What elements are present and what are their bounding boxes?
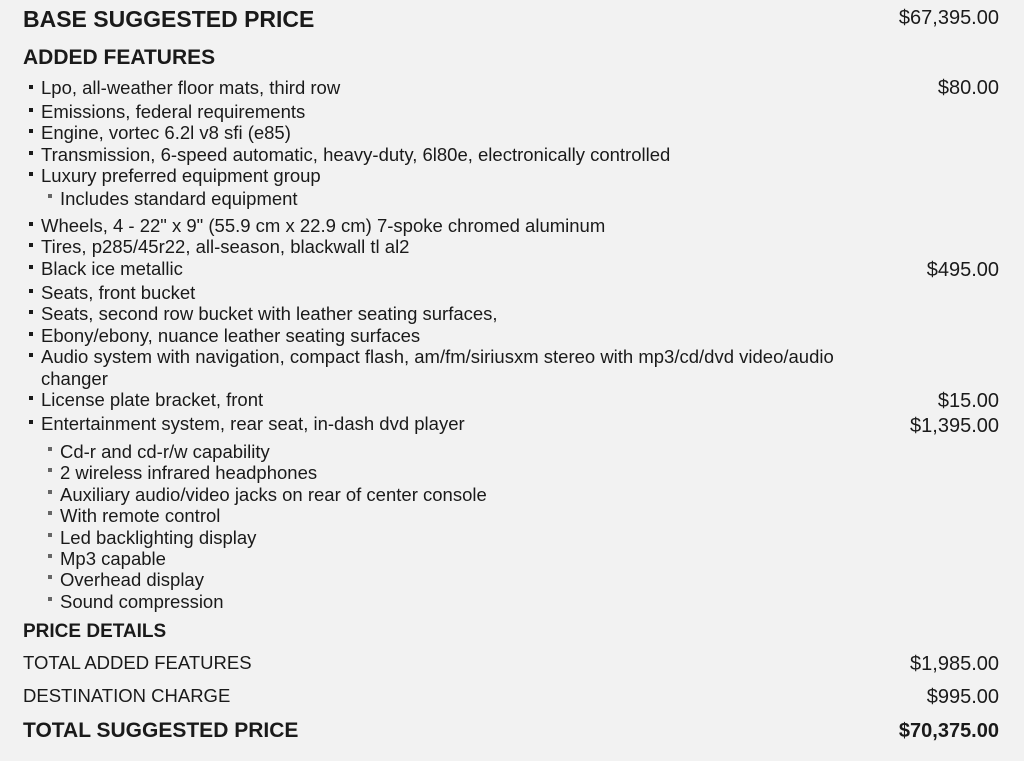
feature-sub-item: With remote control	[60, 505, 221, 526]
feature-item: Wheels, 4 - 22" x 9" (55.9 cm x 22.9 cm) 7-spoke chromed aluminum	[41, 215, 606, 236]
sub-bullet	[48, 468, 52, 472]
feature-item: Engine, vortec 6.2l v8 sfi (e85)	[41, 122, 291, 143]
bullet	[29, 222, 33, 226]
price-details-title: PRICE DETAILS	[23, 621, 167, 642]
added-features-title: ADDED FEATURES	[23, 46, 216, 69]
feature-price: $15.00	[937, 390, 999, 412]
bullet	[29, 151, 33, 155]
feature-price: $495.00	[926, 259, 999, 281]
feature-sub-item: Led backlighting display	[60, 527, 257, 548]
feature-price: $1,395.00	[910, 415, 999, 437]
feature-item: License plate bracket, front	[41, 389, 264, 410]
feature-item: Transmission, 6-speed automatic, heavy-duty, 6l80e, electronically controlled	[41, 144, 671, 165]
total-suggested-price-label: TOTAL SUGGESTED PRICE	[23, 719, 299, 742]
feature-sub-item: Includes standard equipment	[60, 188, 298, 209]
feature-item: Luxury preferred equipment group	[41, 165, 321, 186]
sub-bullet	[48, 447, 52, 451]
sub-bullet	[48, 575, 52, 579]
feature-item: Black ice metallic	[41, 258, 183, 279]
sub-bullet	[48, 490, 52, 494]
sub-bullet	[48, 511, 52, 515]
feature-item: Emissions, federal requirements	[41, 101, 306, 122]
feature-item: Entertainment system, rear seat, in-dash dvd player	[41, 413, 465, 434]
feature-item: Tires, p285/45r22, all-season, blackwall tl al2	[41, 236, 410, 257]
feature-sub-item: Auxiliary audio/video jacks on rear of center console	[60, 484, 487, 505]
bullet	[29, 310, 33, 314]
destination-charge-value: $995.00	[926, 686, 999, 708]
bullet	[29, 172, 33, 176]
total-added-features-value: $1,985.00	[910, 653, 999, 675]
base-price-value: $67,395.00	[898, 7, 999, 29]
feature-sub-item: Sound compression	[60, 591, 224, 612]
feature-sub-item: Overhead display	[60, 569, 204, 590]
feature-sub-item: Mp3 capable	[60, 548, 166, 569]
bullet	[29, 108, 33, 112]
feature-item: Seats, front bucket	[41, 282, 196, 303]
bullet	[29, 265, 33, 269]
base-price-label: BASE SUGGESTED PRICE	[23, 6, 315, 32]
bullet	[29, 289, 33, 293]
feature-item: Ebony/ebony, nuance leather seating surfaces	[41, 325, 421, 346]
bullet	[29, 353, 33, 357]
bullet	[29, 243, 33, 247]
total-added-features-label: TOTAL ADDED FEATURES	[23, 652, 252, 673]
sub-bullet	[48, 554, 52, 558]
bullet	[29, 332, 33, 336]
feature-sub-item: Cd-r and cd-r/w capability	[60, 441, 270, 462]
feature-item: Lpo, all-weather floor mats, third row	[41, 77, 341, 98]
feature-item: Seats, second row bucket with leather seating surfaces,	[41, 303, 498, 324]
bullet	[29, 420, 33, 424]
bullet	[29, 129, 33, 133]
feature-item-continuation: changer	[41, 368, 108, 389]
bullet	[29, 85, 33, 89]
sub-bullet	[48, 194, 52, 198]
feature-price: $80.00	[937, 77, 999, 99]
bullet	[29, 396, 33, 400]
feature-sub-item: 2 wireless infrared headphones	[60, 462, 318, 483]
feature-item: Audio system with navigation, compact flash, am/fm/siriusxm stereo with mp3/cd/dvd video/audio	[41, 346, 834, 367]
sub-bullet	[48, 533, 52, 537]
sub-bullet	[48, 597, 52, 601]
total-suggested-price-value: $70,375.00	[898, 720, 999, 742]
destination-charge-label: DESTINATION CHARGE	[23, 685, 231, 706]
